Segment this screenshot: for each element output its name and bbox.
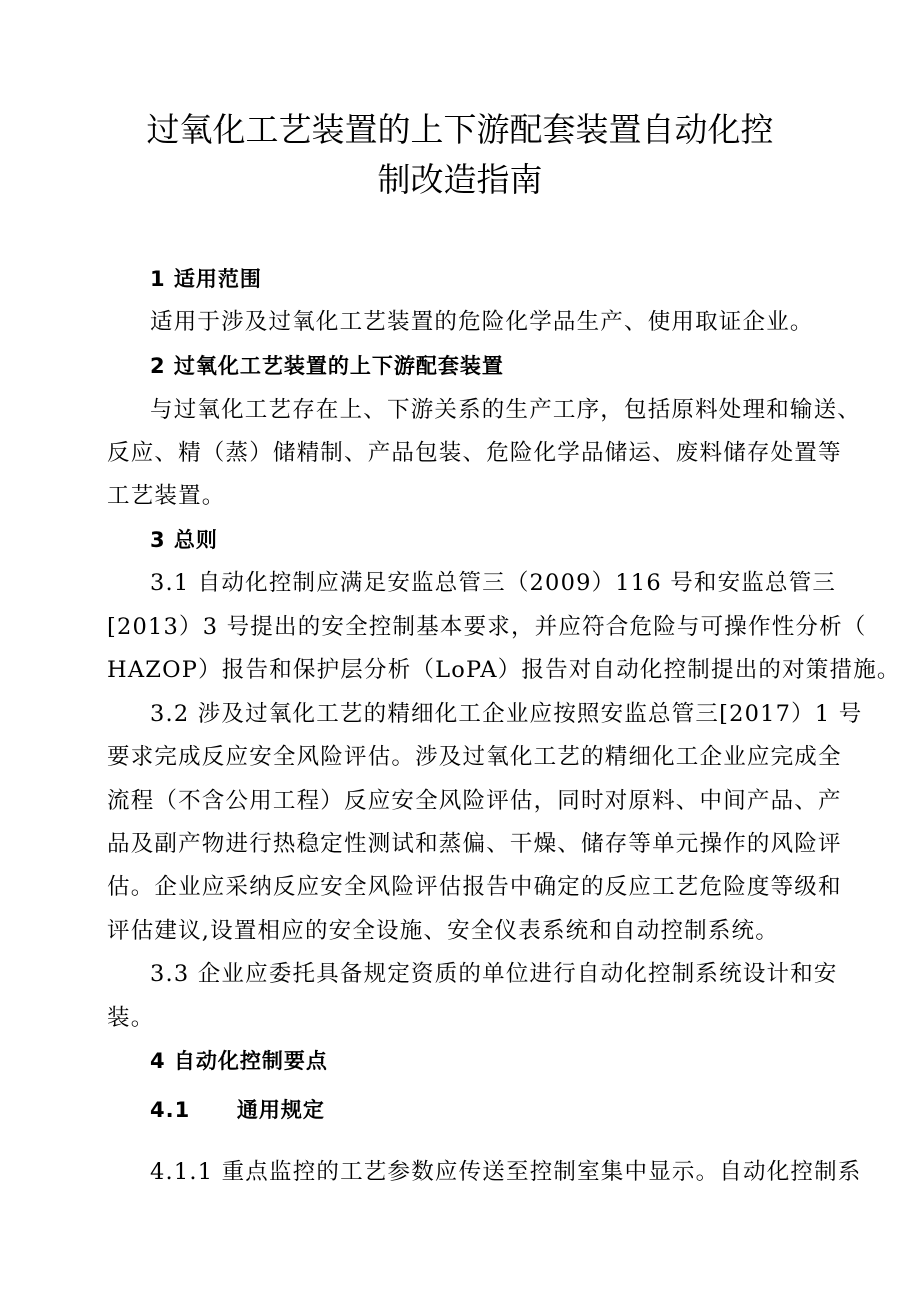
section-1-text: 适用于涉及过氧化工艺装置的危险化学品生产、使用取证企业。 (150, 309, 814, 335)
section-2-line-3: 工艺装置。 (107, 483, 226, 509)
document-title-line-1: 过氧化工艺装置的上下游配套装置自动化控 (146, 110, 774, 149)
section-2-heading: 2 过氧化工艺装置的上下游配套装置 (150, 354, 504, 378)
section-3-heading: 3 总则 (150, 528, 218, 552)
para-3-2-line-3: 流程（不含公用工程）反应安全风险评估，同时对原料、中间产品、产 (107, 788, 842, 814)
subsection-4-1-heading (150, 1095, 832, 1125)
para-3-2-line-5: 估。企业应采纳反应安全风险评估报告中确定的反应工艺危险度等级和 (107, 874, 842, 900)
subsection-title: 通用规定 (236, 1098, 325, 1122)
document-title-line-2: 制改造指南 (377, 160, 543, 199)
para-4-1-1-line-1: 4.1.1 重点监控的工艺参数应传送至控制室集中显示。自动化控制系 (150, 1159, 862, 1185)
para-3-1-line-3: HAZOP）报告和保护层分析（LoPA）报告对自动化控制提出的对策措施。 (107, 657, 901, 683)
para-3-1-line-1: 3.1 自动化控制应满足安监总管三（2009）116 号和安监总管三 (150, 570, 837, 596)
para-3-3-line-1: 3.3 企业应委托具备规定资质的单位进行自动化控制系统设计和安 (150, 961, 838, 987)
section-2-line-1: 与过氧化工艺存在上、下游关系的生产工序，包括原料处理和输送、 (150, 397, 862, 423)
para-3-1-line-2: [2013）3 号提出的安全控制基本要求，并应符合危险与可操作性分析（ (107, 614, 867, 640)
section-1-heading: 1 适用范围 (150, 267, 262, 291)
para-3-3-line-2: 装。 (107, 1005, 155, 1031)
subsection-number: 4.1 (150, 1098, 191, 1122)
section-4-heading: 4 自动化控制要点 (150, 1049, 328, 1073)
section-2-line-2: 反应、精（蒸）储精制、产品包装、危险化学品储运、废料储存处置等 (107, 440, 842, 466)
para-3-2-line-6: 评估建议,设置相应的安全设施、安全仪表系统和自动控制系统。 (107, 918, 779, 944)
para-3-2-line-2: 要求完成反应安全风险评估。涉及过氧化工艺的精细化工企业应完成全 (107, 744, 842, 770)
para-3-2-line-1: 3.2 涉及过氧化工艺的精细化工企业应按照安监总管三[2017）1 号 (150, 701, 863, 727)
para-3-2-line-4: 品及副产物进行热稳定性测试和蒸偏、干燥、储存等单元操作的风险评 (107, 831, 842, 857)
